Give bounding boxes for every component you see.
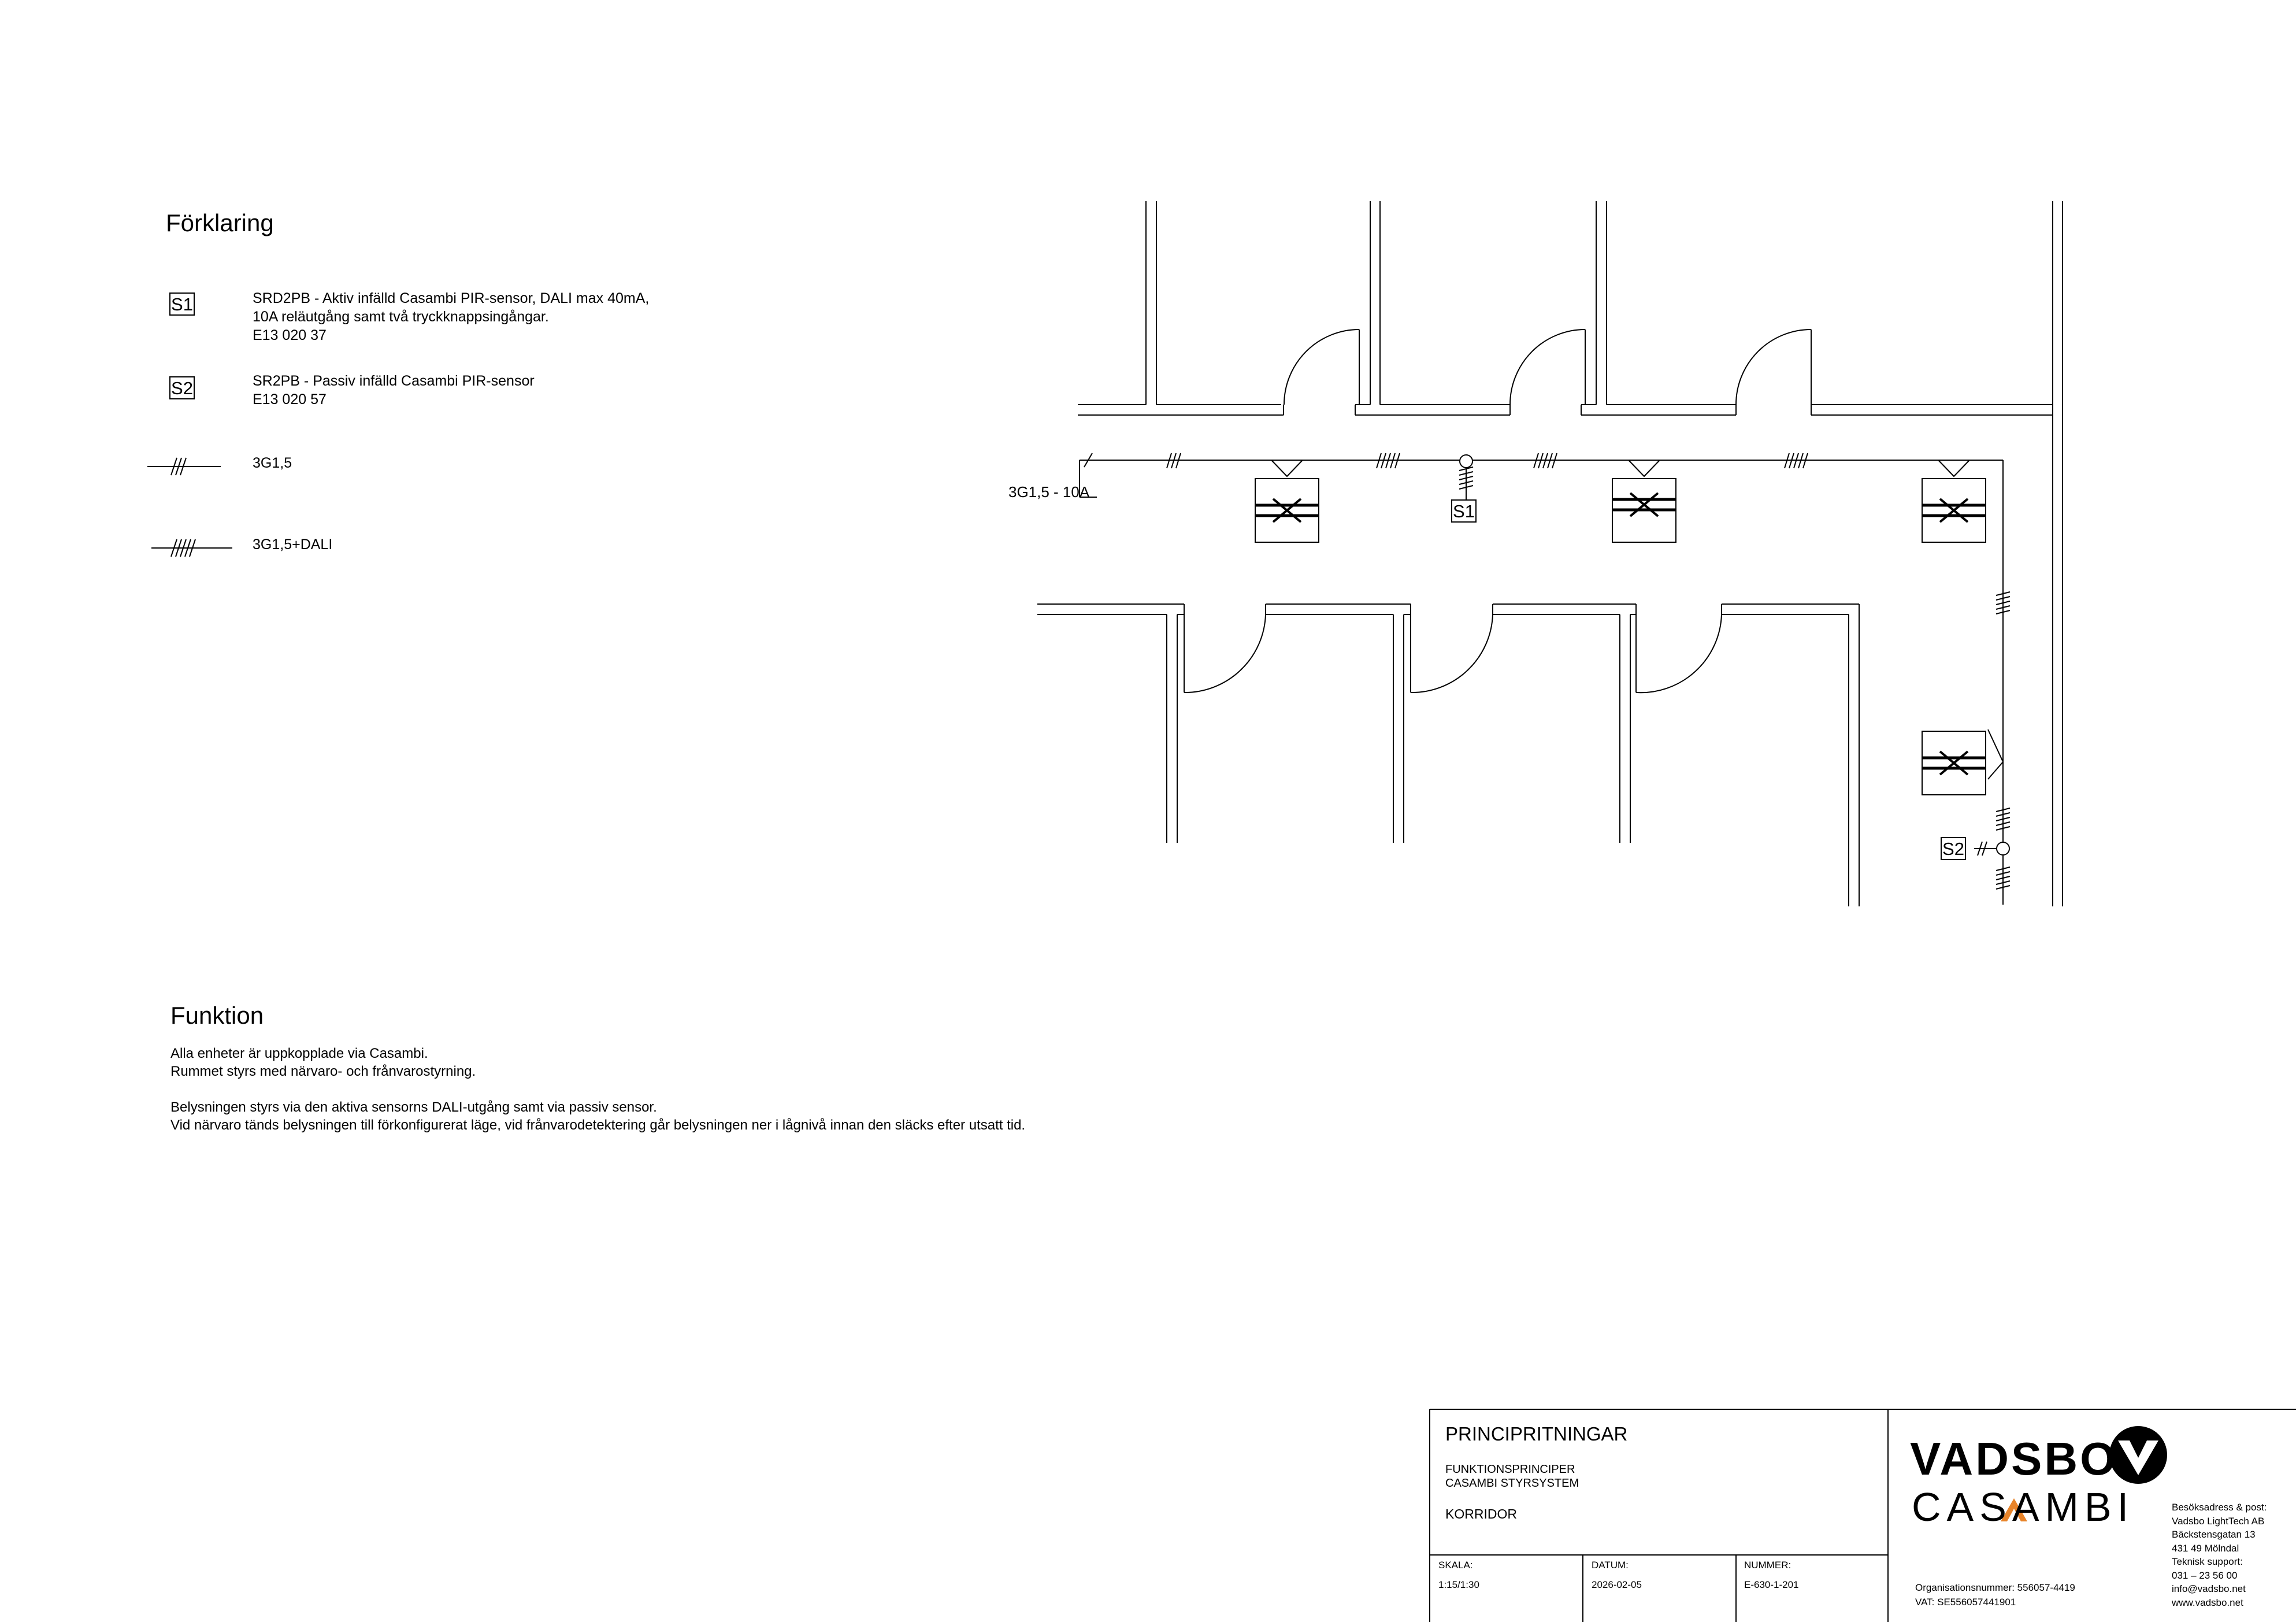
logo-casambi: CASAMBI: [1912, 1484, 2135, 1530]
vat-number: VAT: SE556057441901: [1915, 1597, 2016, 1608]
title-sub-3: KORRIDOR: [1445, 1506, 1517, 1521]
sensor-s1-tag: S1: [1451, 499, 1477, 523]
contact-info: Besöksadress & post: Vadsbo LightTech AB Bäckstensgatan 13 431 49 Mölndal Teknisk support: 031 – 23 56 00 info@vadsbo.net www.vadsbo.net: [2172, 1502, 2267, 1608]
date-value: 2026-02-05: [1592, 1579, 1642, 1590]
title-heading: PRINCIPRITNINGAR: [1445, 1423, 1628, 1445]
title-sub-1: FUNKTIONSPRINCIPER: [1445, 1463, 1575, 1476]
function-para-2: Belysningen styrs via den aktiva sensorns DALI-utgång samt via passiv sensor. Vid närvaro tänds belysningen till förkonfigurerat läge, vid frånvarodetektering går belysningen ner i lågnivå innan den släcks efter utsatt tid.: [170, 1099, 1026, 1133]
legend-text-cable5: 3G1,5+DALI: [253, 536, 333, 553]
function-title: Funktion: [170, 1002, 264, 1029]
number-value: E-630-1-201: [1744, 1579, 1799, 1590]
number-label: NUMMER:: [1744, 1560, 1791, 1571]
function-para-1: Alla enheter är uppkopplade via Casambi. Rummet styrs med närvaro- och frånvarostyrning.: [170, 1046, 476, 1079]
legend-title: Förklaring: [166, 209, 274, 236]
legend-text-s1: SRD2PB - Aktiv infälld Casambi PIR-sensor, DALI max 40mA, 10A reläutgång samt två tryckknappsingångar. E13 020 37: [253, 290, 650, 343]
legend-text-cable3: 3G1,5: [253, 455, 292, 471]
feed-label: 3G1,5 - 10A: [1008, 483, 1090, 501]
scale-value: 1:15/1:30: [1438, 1579, 1479, 1590]
legend-symbol-s2: S2: [169, 376, 195, 399]
sensor-s2-tag: S2: [1941, 837, 1966, 860]
scale-label: SKALA:: [1438, 1560, 1473, 1571]
logo-vadsbo: VADSBO: [1910, 1433, 2119, 1484]
date-label: DATUM:: [1592, 1560, 1629, 1571]
legend-symbol-s1: S1: [169, 292, 195, 316]
title-sub-2: CASAMBI STYRSYSTEM: [1445, 1477, 1579, 1490]
legend-text-s2: SR2PB - Passiv infälld Casambi PIR-sensor E13 020 57: [253, 373, 535, 408]
org-number: Organisationsnummer: 556057-4419: [1915, 1582, 2075, 1593]
